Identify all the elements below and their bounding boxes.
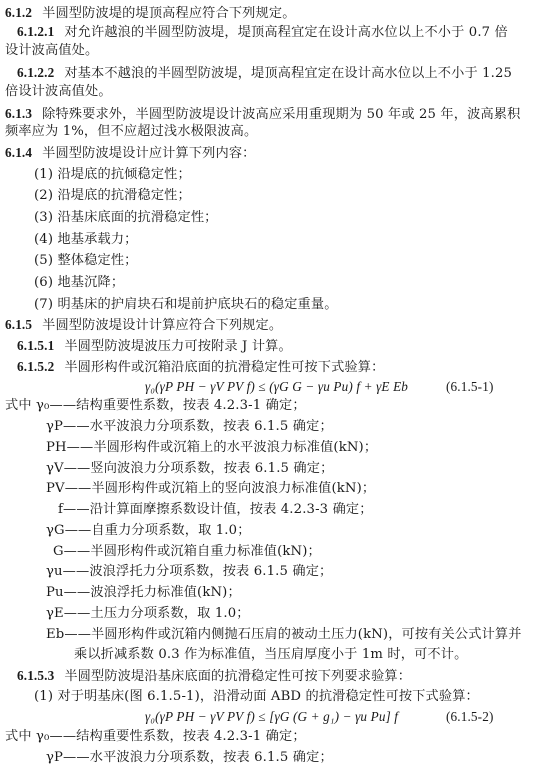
list-item: (2) 沿堤底的抗滑稳定性；: [34, 188, 191, 204]
clause-number: 6.1.5.1: [17, 338, 55, 354]
symbol-definition: PV——半圆形构件或沉箱上的竖向波浪力标准值(kN)；: [46, 481, 376, 497]
clause-6-1-2-2: [17, 64, 512, 83]
clause-6-1-5-1: [17, 337, 292, 356]
list-item: (1) 沿堤底的抗倾稳定性；: [34, 166, 191, 182]
clause-6-1-3: [5, 105, 520, 124]
clause-6-1-4: [5, 144, 256, 163]
clause-text: 半圆型防波堤的堤顶高程应符合下列规定。: [42, 5, 296, 21]
clause-number: 6.1.3: [5, 105, 33, 121]
clause-number: 6.1.5.2: [17, 358, 55, 374]
symbol-definition: γE——土压力分项系数，取 1.0；: [46, 605, 250, 621]
clause-6-1-2: [5, 4, 296, 23]
clause-text: 对允许越浪的半圆型防波堤，堤顶高程宜定在设计高水位以上不小于 0.7 倍: [64, 25, 508, 41]
clause-number: 6.1.5: [5, 317, 33, 333]
clause-text: 半圆型防波堤波压力可按附录 J 计算。: [64, 339, 292, 355]
list-item: (4) 地基承载力；: [34, 231, 138, 247]
list-item: (1) 对于明基床(图 6.1.5-1)，沿滑动面 ABD 的抗滑稳定性可按下式验算：: [34, 688, 479, 704]
symbol-definition: G——半圆形构件或沉箱自重力标准值(kN)；: [53, 543, 321, 559]
symbol-definition: Eb——半圆形构件或沉箱内侧抛石压肩的被动土压力(kN)，可按有关公式计算并: [46, 626, 522, 642]
clause-6-1-5-3: [17, 667, 411, 686]
symbol-definition: γu——波浪浮托力分项系数，按表 6.1.5 确定；: [46, 564, 333, 580]
clause-number: 6.1.5.3: [17, 667, 55, 683]
symbol-definition: Pu——波浪浮托力标准值(kN)；: [46, 585, 241, 601]
clause-text: 对基本不越浪的半圆型防波堤，堤顶高程宜定在设计高水位以上不小于 1.25: [64, 65, 513, 81]
equation-6-1-5-2: γ₀(γP PH − γV PV f) ≤ [γG (G + g₁) − γu Pu] f: [145, 709, 399, 725]
equation-number: (6.1.5-2): [446, 709, 494, 725]
clause-6-1-2-1: [17, 23, 508, 42]
clause-text: 半圆型防波堤设计计算应符合下列规定。: [42, 318, 283, 334]
clause-text: 半圆形构件或沉箱沿底面的抗滑稳定性可按下式验算：: [64, 359, 385, 375]
list-item: (7) 明基床的护肩块石和堤前护底块石的稳定重量。: [34, 296, 338, 312]
clause-6-1-5-2: [17, 358, 384, 377]
symbol-definition: f——沿计算面摩擦系数设计值，按表 4.2.3-3 确定；: [58, 502, 373, 518]
equation-number: (6.1.5-1): [446, 378, 494, 394]
list-item: (3) 沿基床底面的抗滑稳定性；: [34, 210, 218, 226]
symbol-definition: γV——竖向波浪力分项系数，按表 6.1.5 确定；: [46, 460, 334, 476]
symbol-definition-continuation: 乘以折减系数 0.3 作为标准值，当压肩厚度小于 1m 时，可不计。: [74, 647, 468, 663]
clause-text: 半圆型防波堤设计应计算下列内容：: [42, 146, 256, 162]
clause-continuation: 倍设计波高值处。: [5, 83, 112, 99]
clause-text: 除特殊要求外，半圆型防波堤设计波高应采用重现期为 50 年或 25 年，波高累积: [42, 106, 521, 122]
equation-6-1-5-1: γ₀(γP PH − γV PV f) ≤ (γG G − γu Pu) f + γE Eb: [145, 378, 409, 394]
clause-number: 6.1.2.2: [17, 64, 55, 80]
where-clause: 式中 γ₀——结构重要性系数，按表 4.2.3-1 确定；: [5, 729, 306, 745]
list-item: (5) 整体稳定性；: [34, 253, 138, 269]
symbol-definition: PH——半圆形构件或沉箱上的水平波浪力标准值(kN)；: [46, 439, 378, 455]
clause-number: 6.1.2: [5, 4, 33, 20]
where-clause: 式中 γ₀——结构重要性系数，按表 4.2.3-1 确定；: [5, 398, 306, 414]
clause-6-1-5: [5, 316, 282, 335]
clause-continuation: 频率应为 1%，但不应超过浅水极限波高。: [5, 124, 258, 140]
symbol-definition: γG——自重力分项系数，取 1.0；: [46, 522, 251, 538]
symbol-definition: γP——水平波浪力分项系数，按表 6.1.5 确定；: [46, 419, 333, 435]
clause-continuation: 设计波高值处。: [5, 43, 99, 59]
clause-number: 6.1.2.1: [17, 24, 55, 40]
clause-text: 半圆型防波堤沿基床底面的抗滑稳定性可按下列要求验算：: [64, 668, 412, 684]
symbol-definition: γP——水平波浪力分项系数，按表 6.1.5 确定；: [46, 750, 333, 765]
list-item: (6) 地基沉降；: [34, 275, 125, 290]
clause-number: 6.1.4: [5, 145, 33, 161]
